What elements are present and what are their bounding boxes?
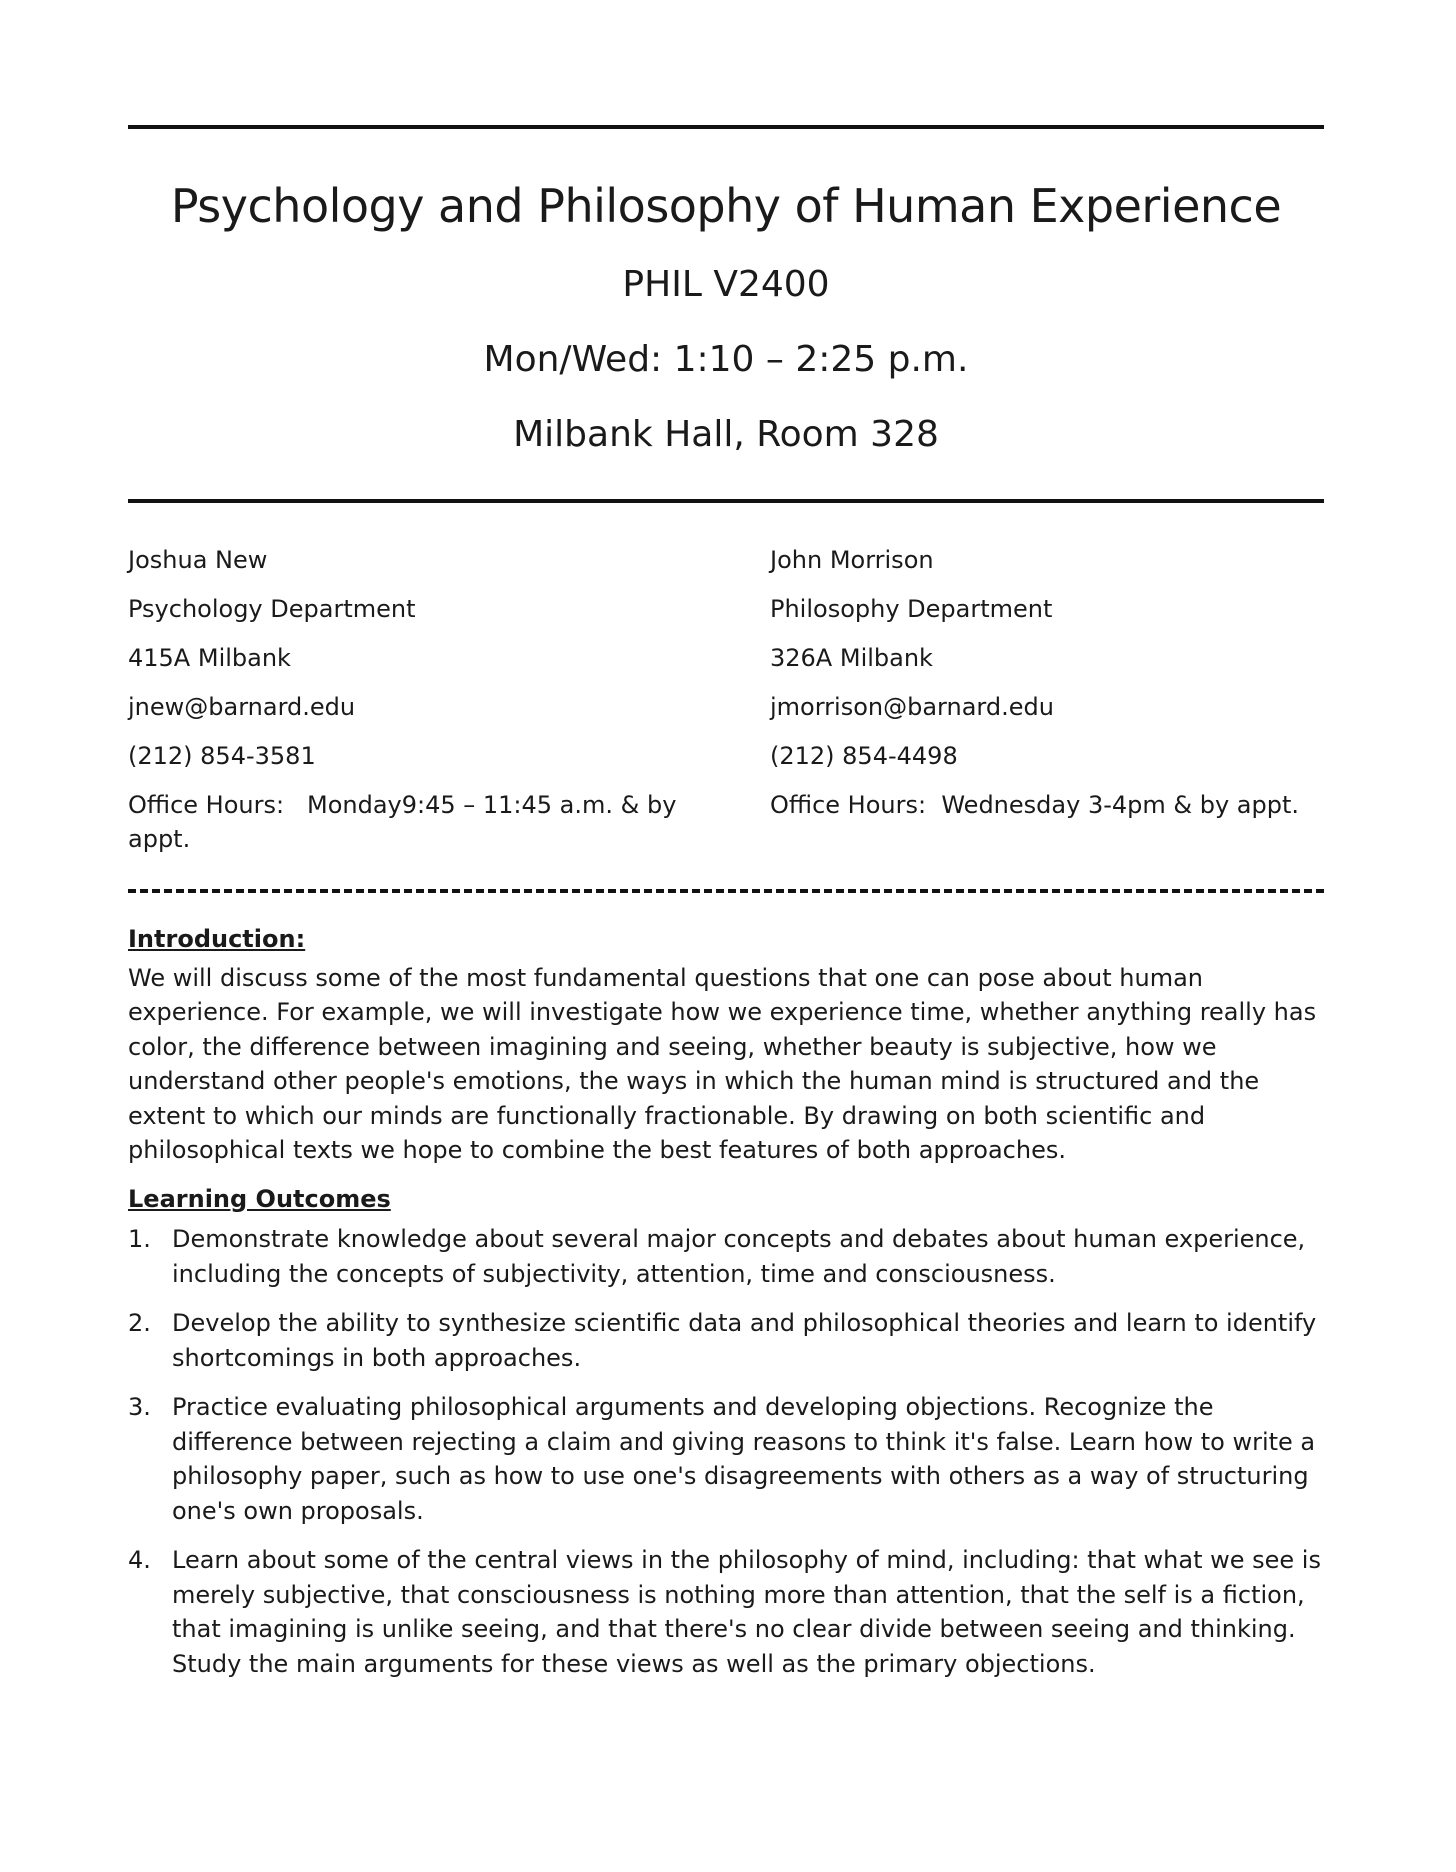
introduction-heading: Introduction: <box>128 925 306 953</box>
instructor-email: jmorrison@barnard.edu <box>770 693 1054 721</box>
list-item-number: 4. <box>128 1546 151 1574</box>
introduction-text: We will discuss some of the most fundamental questions that one can pose about human experience. For example, we will investigate how we experience time, whether anything really has color, the difference between imagining and seeing, whether beauty is subjective, how we understand other people's emotions, the ways in which the human mind is structured and the extent to which our minds are functionally fractionable. By drawing on both scientific and philosophical texts we hope to combine the best features of both approaches. <box>128 963 1317 1164</box>
course-location: Milbank Hall, Room 328 <box>513 414 939 455</box>
syllabus-body <box>128 922 1328 1696</box>
instructor-phone: (212) 854-4498 <box>770 742 958 770</box>
dashed-divider <box>128 889 1324 893</box>
instructor-office-hours <box>128 788 688 856</box>
list-item-number: 1. <box>128 1225 151 1253</box>
office-hours-label: Office Hours: <box>770 791 927 819</box>
list-item-number: 2. <box>128 1309 151 1337</box>
list-item-number: 3. <box>128 1393 151 1421</box>
list-item <box>128 1543 1328 1681</box>
office-hours-value: Wednesday 3-4pm & by appt. <box>941 791 1300 819</box>
instructor-department: Philosophy Department <box>770 595 1053 623</box>
course-code: PHIL V2400 <box>622 264 830 305</box>
list-item-text: Learn about some of the central views in the philosophy of mind, including: that what we see is merely subjective, that consciousness is nothing more than attention, that the self is a fiction, that imagining is unlike seeing, and that there's no clear divide between seeing and thinking. Study the main arguments for these views as well as the primary objections. <box>172 1546 1321 1678</box>
list-item <box>128 1222 1328 1291</box>
instructor-department: Psychology Department <box>128 595 416 623</box>
list-item-text: Develop the ability to synthesize scientific data and philosophical theories and learn to identify shortcomings in both approaches. <box>172 1309 1317 1372</box>
learning-outcomes-list <box>128 1222 1328 1681</box>
office-hours-label: Office Hours: <box>128 791 285 819</box>
instructor-office: 415A Milbank <box>128 644 291 672</box>
top-rule <box>128 125 1324 129</box>
office-hours-value: Monday9:45 – 11:45 a.m. & by appt. <box>128 791 677 853</box>
instructor-name: Joshua New <box>128 546 268 574</box>
list-item-text: Demonstrate knowledge about several major concepts and debates about human experience, including the concepts of subjectivity, attention, time and consciousness. <box>172 1225 1306 1288</box>
instructor-block-philosophy <box>770 543 1330 822</box>
course-schedule: Mon/Wed: 1:10 – 2:25 p.m. <box>483 339 969 380</box>
header-bottom-rule <box>128 499 1324 503</box>
instructor-phone: (212) 854-3581 <box>128 742 316 770</box>
instructor-email: jnew@barnard.edu <box>128 693 356 721</box>
course-title: Psychology and Philosophy of Human Experience <box>170 179 1282 233</box>
instructor-block-psychology <box>128 543 688 856</box>
instructor-office-hours <box>770 788 1330 822</box>
list-item <box>128 1306 1328 1375</box>
learning-outcomes-heading: Learning Outcomes <box>128 1184 391 1213</box>
instructor-name: John Morrison <box>770 546 934 574</box>
instructor-office: 326A Milbank <box>770 644 933 672</box>
list-item-text: Practice evaluating philosophical arguments and developing objections. Recognize the difference between rejecting a claim and giving reasons to think it's false. Learn how to write a philosophy paper, such as how to use one's disagreements with others as a way of structuring one's own proposals. <box>172 1393 1316 1525</box>
list-item <box>128 1390 1328 1528</box>
